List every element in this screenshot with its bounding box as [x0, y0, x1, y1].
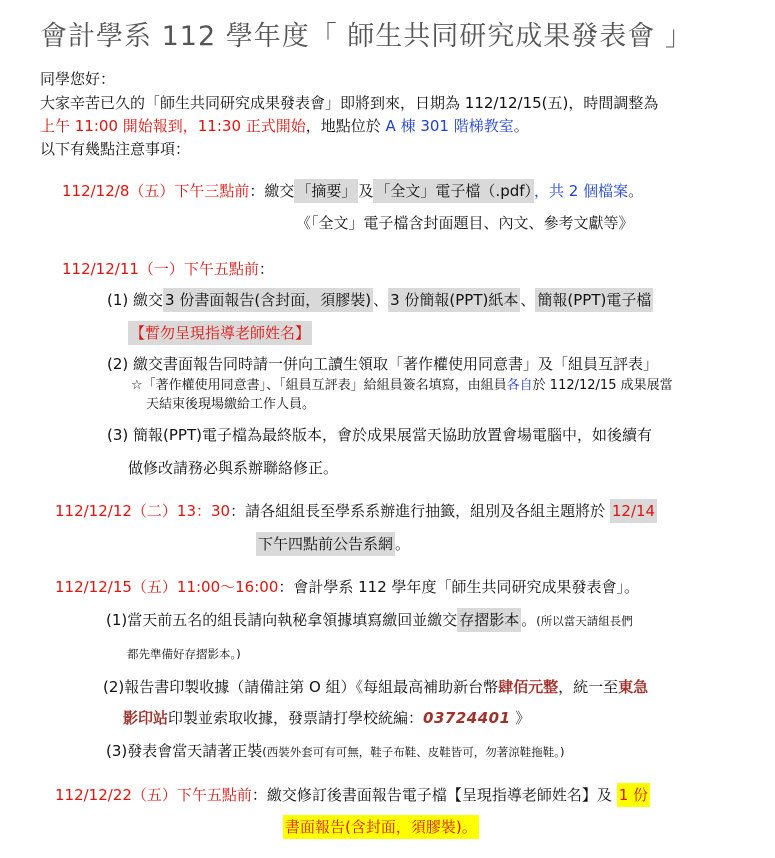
section-2-item-2: (2) 繳交書面報告同時請一併向工讀生領取「著作權使用同意書」及「組員互評表」	[107, 355, 659, 373]
printed-reports-highlight: 3 份書面報告(含封面，須膠裝)	[163, 288, 373, 312]
announce-time-highlight: 下午四點前公告系網	[256, 532, 395, 556]
section-2-note-line-1	[131, 377, 673, 395]
section-1-date: 112/12/8（五）下午三點前	[62, 182, 250, 200]
passbook-highlight: 存摺影本	[457, 608, 521, 632]
item-1-lead: (1) 繳交	[107, 291, 164, 309]
announce-date-highlight: 12/14	[610, 499, 657, 523]
section-5-cont	[283, 816, 479, 838]
note-each-highlight: 各自	[506, 378, 533, 393]
item-2-receipt: 印製並索取收據，發票請打學校統編：	[168, 709, 424, 727]
warning-text: 【暫勿呈現指導老師姓名】	[128, 321, 312, 345]
ppt-print-highlight: 3 份簡報(PPT)紙本	[388, 288, 520, 312]
item-1-period: 。	[521, 611, 537, 629]
note-text-end: 於 112/12/15 成果展當	[532, 378, 673, 393]
section-4-item-3	[106, 740, 564, 763]
page-title: 會計學系 112 學年度「 師生共同研究成果發表會 」	[40, 21, 693, 52]
notice-heading: 以下有幾點注意事項：	[40, 140, 191, 158]
section-4-date: 112/12/15（五）11:00～16:00	[55, 578, 279, 596]
section-5-text: ：繳交修訂後書面報告電子檔【呈現指導老師姓名】及	[251, 786, 617, 804]
section-2-colon: ：	[258, 260, 274, 278]
passbook-note-cont: 都先準備好存摺影本。)	[127, 647, 241, 661]
ppt-file-highlight: 簡報(PPT)電子檔	[535, 288, 653, 312]
section-4-item-2	[103, 676, 648, 698]
section-3-cont	[256, 533, 410, 555]
section-2-note-line-2: 天結束後現場繳給工作人員。	[146, 397, 316, 412]
section-2-item-1	[107, 289, 653, 311]
greeting: 同學您好：	[40, 70, 116, 88]
section-1-period: 。	[628, 182, 644, 200]
section-5-date: 112/12/22（五）下午五點前	[55, 786, 252, 804]
section-2-heading	[62, 258, 274, 280]
intro-period: 。	[513, 117, 529, 135]
advisor-name-warning	[128, 322, 312, 344]
section-4	[55, 576, 639, 598]
section-3-period: 。	[395, 535, 411, 553]
section-1-text: ：繳交	[249, 182, 295, 200]
section-3	[55, 500, 657, 522]
final-copy-count-highlight: 1 份	[617, 783, 650, 807]
print-shop-name: 東急	[618, 678, 649, 696]
abstract-highlight: 「摘要」	[294, 179, 358, 203]
section-2-item-3-cont: 做修改請務必與系辦聯絡修正。	[128, 459, 339, 477]
section-4-item-1	[106, 609, 633, 632]
item-2-end: 》	[510, 709, 531, 727]
section-1-conj: 及	[358, 182, 374, 200]
item-1-sep2: 、	[520, 291, 536, 309]
location: A 棟 301 階梯教室	[385, 117, 514, 135]
checkin-time: 上午 11:00 開始報到，11:30 正式開始	[40, 117, 306, 135]
final-report-highlight: 書面報告(含封面，須膠裝)。	[283, 815, 479, 839]
intro-time-location	[40, 115, 529, 137]
section-3-text: ：請各組組長至學系系辦進行抽籤，組別及各組主題將於	[230, 502, 610, 520]
section-4-item-2-cont	[123, 707, 530, 729]
dress-code-note: (西裝外套可有可無，鞋子布鞋、皮鞋皆可，勿著涼鞋拖鞋。)	[262, 745, 565, 759]
tax-id: 03724401	[423, 709, 511, 727]
fulltext-note: 《「全文」電子檔含封面題目、內文、參考文獻等》	[296, 214, 634, 232]
section-2-item-3: (3) 簡報(PPT)電子檔為最終版本，會於成果展當天協助放置會場電腦中，如後續有	[107, 426, 652, 444]
item-1-text: (1)當天前五名的組長請向執秘拿領據填寫繳回並繳交	[106, 611, 458, 629]
passbook-note: (所以當天請組長們	[536, 614, 633, 628]
item-1-sep: 、	[373, 291, 389, 309]
section-4-text: ：會計學系 112 學年度「師生共同研究成果發表會」。	[278, 578, 640, 596]
item-2-text: (2)報告書印製收據（請備註第 O 組）《每組最高補助新台幣	[103, 678, 499, 696]
section-1	[62, 180, 643, 202]
dress-code: (3)發表會當天請著正裝	[106, 742, 263, 760]
print-shop-name-cont: 影印站	[123, 709, 169, 727]
section-2-date: 112/12/11（一）下午五點前	[62, 260, 259, 278]
location-prefix: ，地點位於	[305, 117, 386, 135]
section-5	[55, 784, 650, 806]
intro-line: 大家辛苦已久的「師生共同研究成果發表會」即將到來，日期為 112/12/15(五)，時間調整為	[40, 94, 659, 112]
file-count: ，共 2 個檔案	[534, 182, 629, 200]
section-3-date: 112/12/12（二）13：30	[55, 502, 231, 520]
item-2-mid: ，統一至	[558, 678, 619, 696]
subsidy-amount: 肆佰元整	[498, 678, 559, 696]
fulltext-highlight: 「全文」電子檔（.pdf）	[373, 179, 534, 203]
note-text: ☆「著作權使用同意書」、「組員互評表」給組員簽名填寫，由組員	[131, 378, 507, 393]
